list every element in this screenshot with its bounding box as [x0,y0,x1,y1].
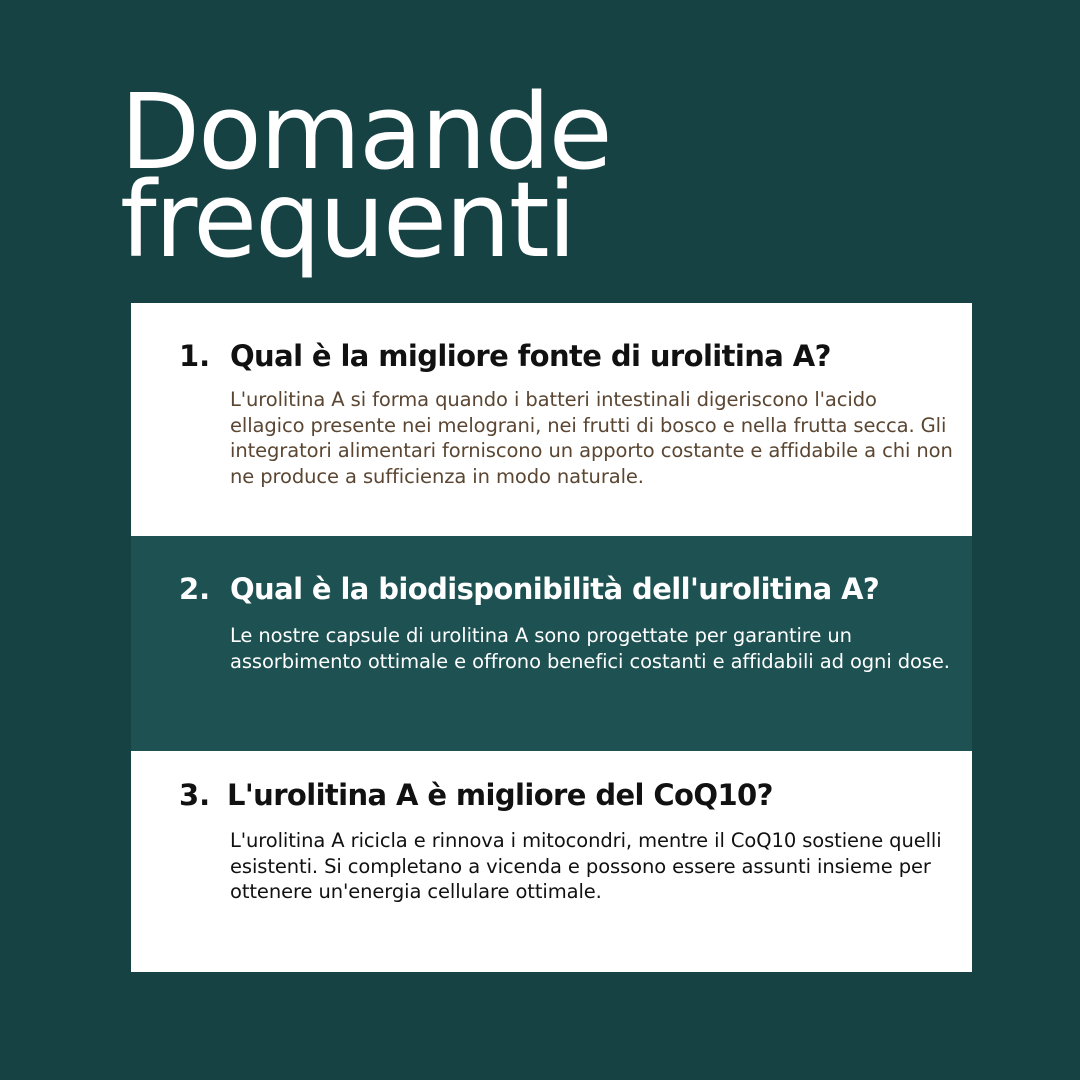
faq-number: 1. [179,339,211,373]
faq-answer: Le nostre capsule di urolitina A sono progettate per garantire un assorbimento ottimale e offrono benefici costanti e affidabili ad ogni dose. [230,624,950,673]
faq-number: 2. [179,572,211,606]
faq-number: 3. [179,778,211,812]
page-title [120,71,611,281]
title-line-2: frequenti [120,159,575,281]
faq-answer: L'urolitina A si forma quando i batteri intestinali digeriscono l'acido ellagico presente nei melograni, nei frutti di bosco e nella frutta secca. Gli integratori alimentari forniscono un apporto costante e affidabile a chi non ne produce a sufficienza in modo naturale. [230,388,953,488]
title-line-1: Domande [120,71,611,193]
faq-item-3 [131,751,972,972]
faq-answer: L'urolitina A ricicla e rinnova i mitocondri, mentre il CoQ10 sostiene quelli esistenti. Si completano a vicenda e possono essere assunti insieme per ottenere un'energia cellulare ottimale. [230,829,942,903]
faq-item-2 [131,536,972,751]
faq-question: Qual è la migliore fonte di urolitina A? [230,339,831,373]
faq-question: L'urolitina A è migliore del CoQ10? [227,778,773,812]
faq-item-1 [131,303,972,536]
faq-question: Qual è la biodisponibilità dell'urolitina A? [230,572,880,606]
